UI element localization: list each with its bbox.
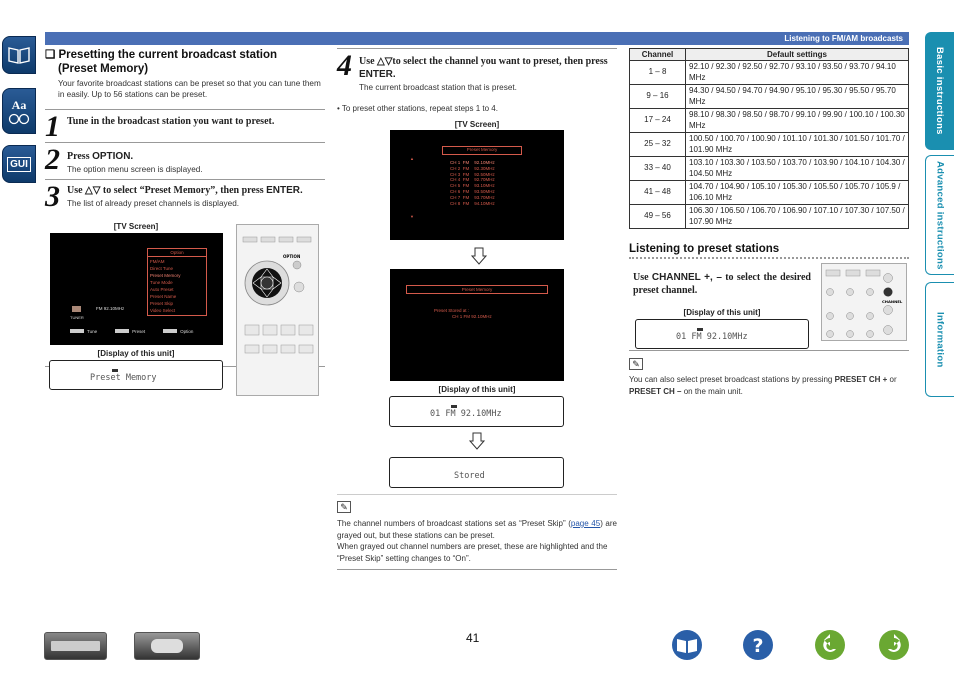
step-key: OPTION. xyxy=(92,151,134,162)
default-settings-table xyxy=(629,48,909,229)
unit-display-2 xyxy=(389,396,564,427)
tv-frequency: FM 92.10MHz xyxy=(96,306,125,311)
step-number: 4 xyxy=(337,49,352,82)
table-cell-channel: 41 – 48 xyxy=(630,181,686,205)
table-cell-settings: 94.30 / 94.50 / 94.70 / 94.90 / 95.10 / 95.30 / 95.50 / 95.70 MHz xyxy=(686,85,909,109)
tv-marker-bottom: ▼ xyxy=(410,214,414,219)
step-number: 3 xyxy=(45,180,60,213)
table-cell-channel: 25 – 32 xyxy=(630,133,686,157)
note-block-1 xyxy=(337,494,617,570)
table-row xyxy=(630,109,909,133)
step-key: ENTER. xyxy=(359,69,396,80)
tab-advanced-instructions[interactable] xyxy=(925,155,954,275)
step-key: ENTER. xyxy=(266,185,303,196)
note-2-a: You can also select preset broadcast stations by pressing xyxy=(629,375,835,384)
table-cell-channel: 49 – 56 xyxy=(630,205,686,229)
tab-info-label: Information xyxy=(934,311,946,368)
note-2-e: on the main unit. xyxy=(681,386,743,396)
stored-line1: Preset Stored at : xyxy=(434,308,470,313)
preset-list-row: CH 5 FM 93.10MHz xyxy=(450,183,495,189)
tv-footer-tune: Tune xyxy=(70,329,97,334)
column-table xyxy=(629,48,909,397)
page-ref-link[interactable]: page 45 xyxy=(570,519,601,528)
option-menu-header: Option xyxy=(148,249,206,257)
table-cell-settings: 106.30 / 106.50 / 106.70 / 106.90 / 107.10 / 107.30 / 107.50 / 107.90 MHz xyxy=(686,205,909,229)
forward-arrow-icon[interactable] xyxy=(878,629,910,666)
preset-list-row: CH 1 FM 92.10MHz xyxy=(450,160,495,165)
option-menu-item: Preset Name xyxy=(150,294,177,299)
section-title: ❑ Presetting the current broadcast station xyxy=(45,49,278,61)
tv-screen-option xyxy=(50,233,223,345)
option-menu-item: Preset Memory xyxy=(150,273,181,278)
note-2-c: or xyxy=(887,375,897,384)
stored-header: Preset Memory xyxy=(406,285,548,294)
option-menu-item: Video Select xyxy=(150,308,176,313)
option-menu-item: Auto Preset xyxy=(150,287,174,292)
column-step4 xyxy=(337,48,617,113)
option-menu-item: Preset Skip xyxy=(150,301,174,306)
preset-list-row: CH 3 FM 92.50MHz xyxy=(450,171,495,177)
channel-key: CHANNEL +, – xyxy=(651,272,722,283)
listening-block xyxy=(629,263,909,351)
step-4 xyxy=(337,48,617,96)
unit-display-text: Preset Memory xyxy=(90,373,157,383)
table-cell-settings: 103.10 / 103.30 / 103.50 / 103.70 / 103.90 / 104.10 / 104.30 / 104.50 MHz xyxy=(686,157,909,181)
unit-display-4 xyxy=(635,319,809,349)
remote-control-image xyxy=(236,224,319,396)
step-sub: The list of already preset channels is displayed. xyxy=(67,199,240,208)
glossary-label: Aa xyxy=(11,97,27,112)
table-row xyxy=(630,181,909,205)
step-1 xyxy=(45,109,325,142)
note-text-3: When grayed out channel numbers are preset, these are highlighted and the “Preset Skip” setting changes to “On”. xyxy=(337,542,608,563)
svg-text:OPTION: OPTION xyxy=(283,254,301,259)
table-cell-channel: 33 – 40 xyxy=(630,157,686,181)
gui-icon[interactable] xyxy=(2,145,36,183)
tv-screen-stored xyxy=(390,269,564,381)
svg-text:CHANNEL: CHANNEL xyxy=(882,299,903,304)
help-question-icon[interactable] xyxy=(742,629,774,666)
contents-book-icon[interactable] xyxy=(671,629,703,666)
step-text: Use △▽to select the channel you want to preset, then press xyxy=(359,56,608,67)
tv-tuner-label: TUNER xyxy=(70,315,84,320)
page-header: Listening to FM/AM broadcasts xyxy=(45,32,909,45)
bullet-text: • To preset other stations, repeat steps 1 to 4. xyxy=(337,104,498,113)
page-number: 41 xyxy=(466,631,480,645)
note-2-b: PRESET CH + xyxy=(834,375,888,384)
step-text: Use △▽ to select “Preset Memory”, then press xyxy=(67,185,267,196)
note-text-1: The channel numbers of broadcast stations set as “Preset Skip” ( xyxy=(337,519,571,528)
tv-screen-preset-list xyxy=(390,130,564,240)
glossary-icon[interactable] xyxy=(2,88,36,134)
preset-list-row: CH 6 FM 93.50MHz xyxy=(450,188,495,194)
table-header-channel: Channel xyxy=(630,49,686,61)
back-arrow-icon[interactable] xyxy=(814,629,846,666)
tv-marker-top: ▲ xyxy=(410,156,414,161)
tab-basic-instructions[interactable] xyxy=(925,32,954,150)
table-row xyxy=(630,61,909,85)
note-2-d: PRESET CH – xyxy=(629,386,682,396)
tab-basic-label: Basic instructions xyxy=(934,47,945,135)
use-rest: to select the desired preset channel. xyxy=(633,272,811,296)
preset-list-row: CH 4 FM 92.70MHz xyxy=(450,177,495,183)
table-row xyxy=(630,157,909,181)
option-menu-item: Direct Tune xyxy=(150,266,174,271)
table-row xyxy=(630,85,909,109)
unit-display-3 xyxy=(389,457,564,488)
option-menu-item: Tune Mode xyxy=(150,280,173,285)
section-title-sub: (Preset Memory) xyxy=(58,63,149,75)
book-index-icon[interactable] xyxy=(2,36,36,74)
pencil-icon: ✎ xyxy=(629,358,643,370)
arrow-down-icon xyxy=(471,247,487,270)
unit-display-text-3: Stored xyxy=(454,471,485,481)
table-row xyxy=(630,133,909,157)
table-cell-settings: 100.50 / 100.70 / 100.90 / 101.10 / 101.30 / 101.50 / 101.70 / 101.90 MHz xyxy=(686,133,909,157)
step-text: Tune in the broadcast station you want to preset. xyxy=(67,116,275,127)
table-cell-channel: 9 – 16 xyxy=(630,85,686,109)
display-label: [Display of this unit] xyxy=(97,349,175,358)
table-cell-settings: 98.10 / 98.30 / 98.50 / 98.70 / 99.10 / 99.90 / 100.10 / 100.30 MHz xyxy=(686,109,909,133)
section-desc: Your favorite broadcast stations can be preset so that you can tune them in easily. Up to 56 stations can be preset. xyxy=(58,79,321,99)
step-number: 1 xyxy=(45,110,60,143)
display-label-2: [Display of this unit] xyxy=(438,385,516,394)
gui-label: GUI xyxy=(7,157,31,172)
pencil-icon: ✎ xyxy=(337,501,351,513)
preset-list-row: CH 2 FM 92.30MHz xyxy=(450,165,495,171)
section-title-listening: Listening to preset stations xyxy=(629,243,909,259)
step-sub: The option menu screen is displayed. xyxy=(67,165,203,174)
step-number: 2 xyxy=(45,143,60,176)
preset-list-row: CH 8 FM 94.10MHz xyxy=(450,200,495,206)
remote-control-image-2 xyxy=(821,263,907,341)
note-text-2: ) are grayed out, but these stations can be preset. xyxy=(337,519,617,540)
tab-information[interactable] xyxy=(925,282,954,397)
unit-display xyxy=(49,360,223,390)
table-cell-settings: 104.70 / 104.90 / 105.10 / 105.30 / 105.50 / 105.70 / 105.9 / 106.10 MHz xyxy=(686,181,909,205)
display-button[interactable] xyxy=(134,632,200,660)
preset-header: Preset Memory xyxy=(442,146,522,155)
table-cell-channel: 17 – 24 xyxy=(630,109,686,133)
tv-screen-label-2: [TV Screen] xyxy=(454,120,500,129)
unit-display-text-4: 01 FM 92.10MHz xyxy=(676,332,748,342)
preset-list-row: CH 7 FM 93.70MHz xyxy=(450,194,495,200)
table-cell-channel: 1 – 8 xyxy=(630,61,686,85)
tv-footer-preset: Preset xyxy=(115,329,145,334)
unit-display-text-2: 01 FM 92.10MHz xyxy=(430,409,502,419)
tv-left-icon xyxy=(72,306,81,312)
tv-screen-label: [TV Screen] xyxy=(113,222,159,231)
note-block-2 xyxy=(629,358,909,397)
table-header-settings: Default settings xyxy=(686,49,909,61)
tab-advanced-label: Advanced instructions xyxy=(934,160,946,270)
display-label-3: [Display of this unit] xyxy=(683,308,761,317)
use-text: Use xyxy=(633,272,652,283)
tv-footer-option: Option xyxy=(163,329,193,334)
stored-line2: CH 1 FM 92.10MHz xyxy=(452,314,492,319)
option-menu-item: FM/AM xyxy=(150,259,165,264)
table-row xyxy=(630,205,909,229)
front-panel-button[interactable] xyxy=(44,632,107,660)
svg-text:?: ? xyxy=(752,635,764,657)
table-cell-settings: 92.10 / 92.30 / 92.50 / 92.70 / 93.10 / 93.50 / 93.70 / 94.10 MHz xyxy=(686,61,909,85)
step-text: Press xyxy=(67,151,93,162)
arrow-down-icon xyxy=(469,432,485,455)
step-sub: The current broadcast station that is preset. xyxy=(359,83,517,92)
step-2 xyxy=(45,142,325,179)
